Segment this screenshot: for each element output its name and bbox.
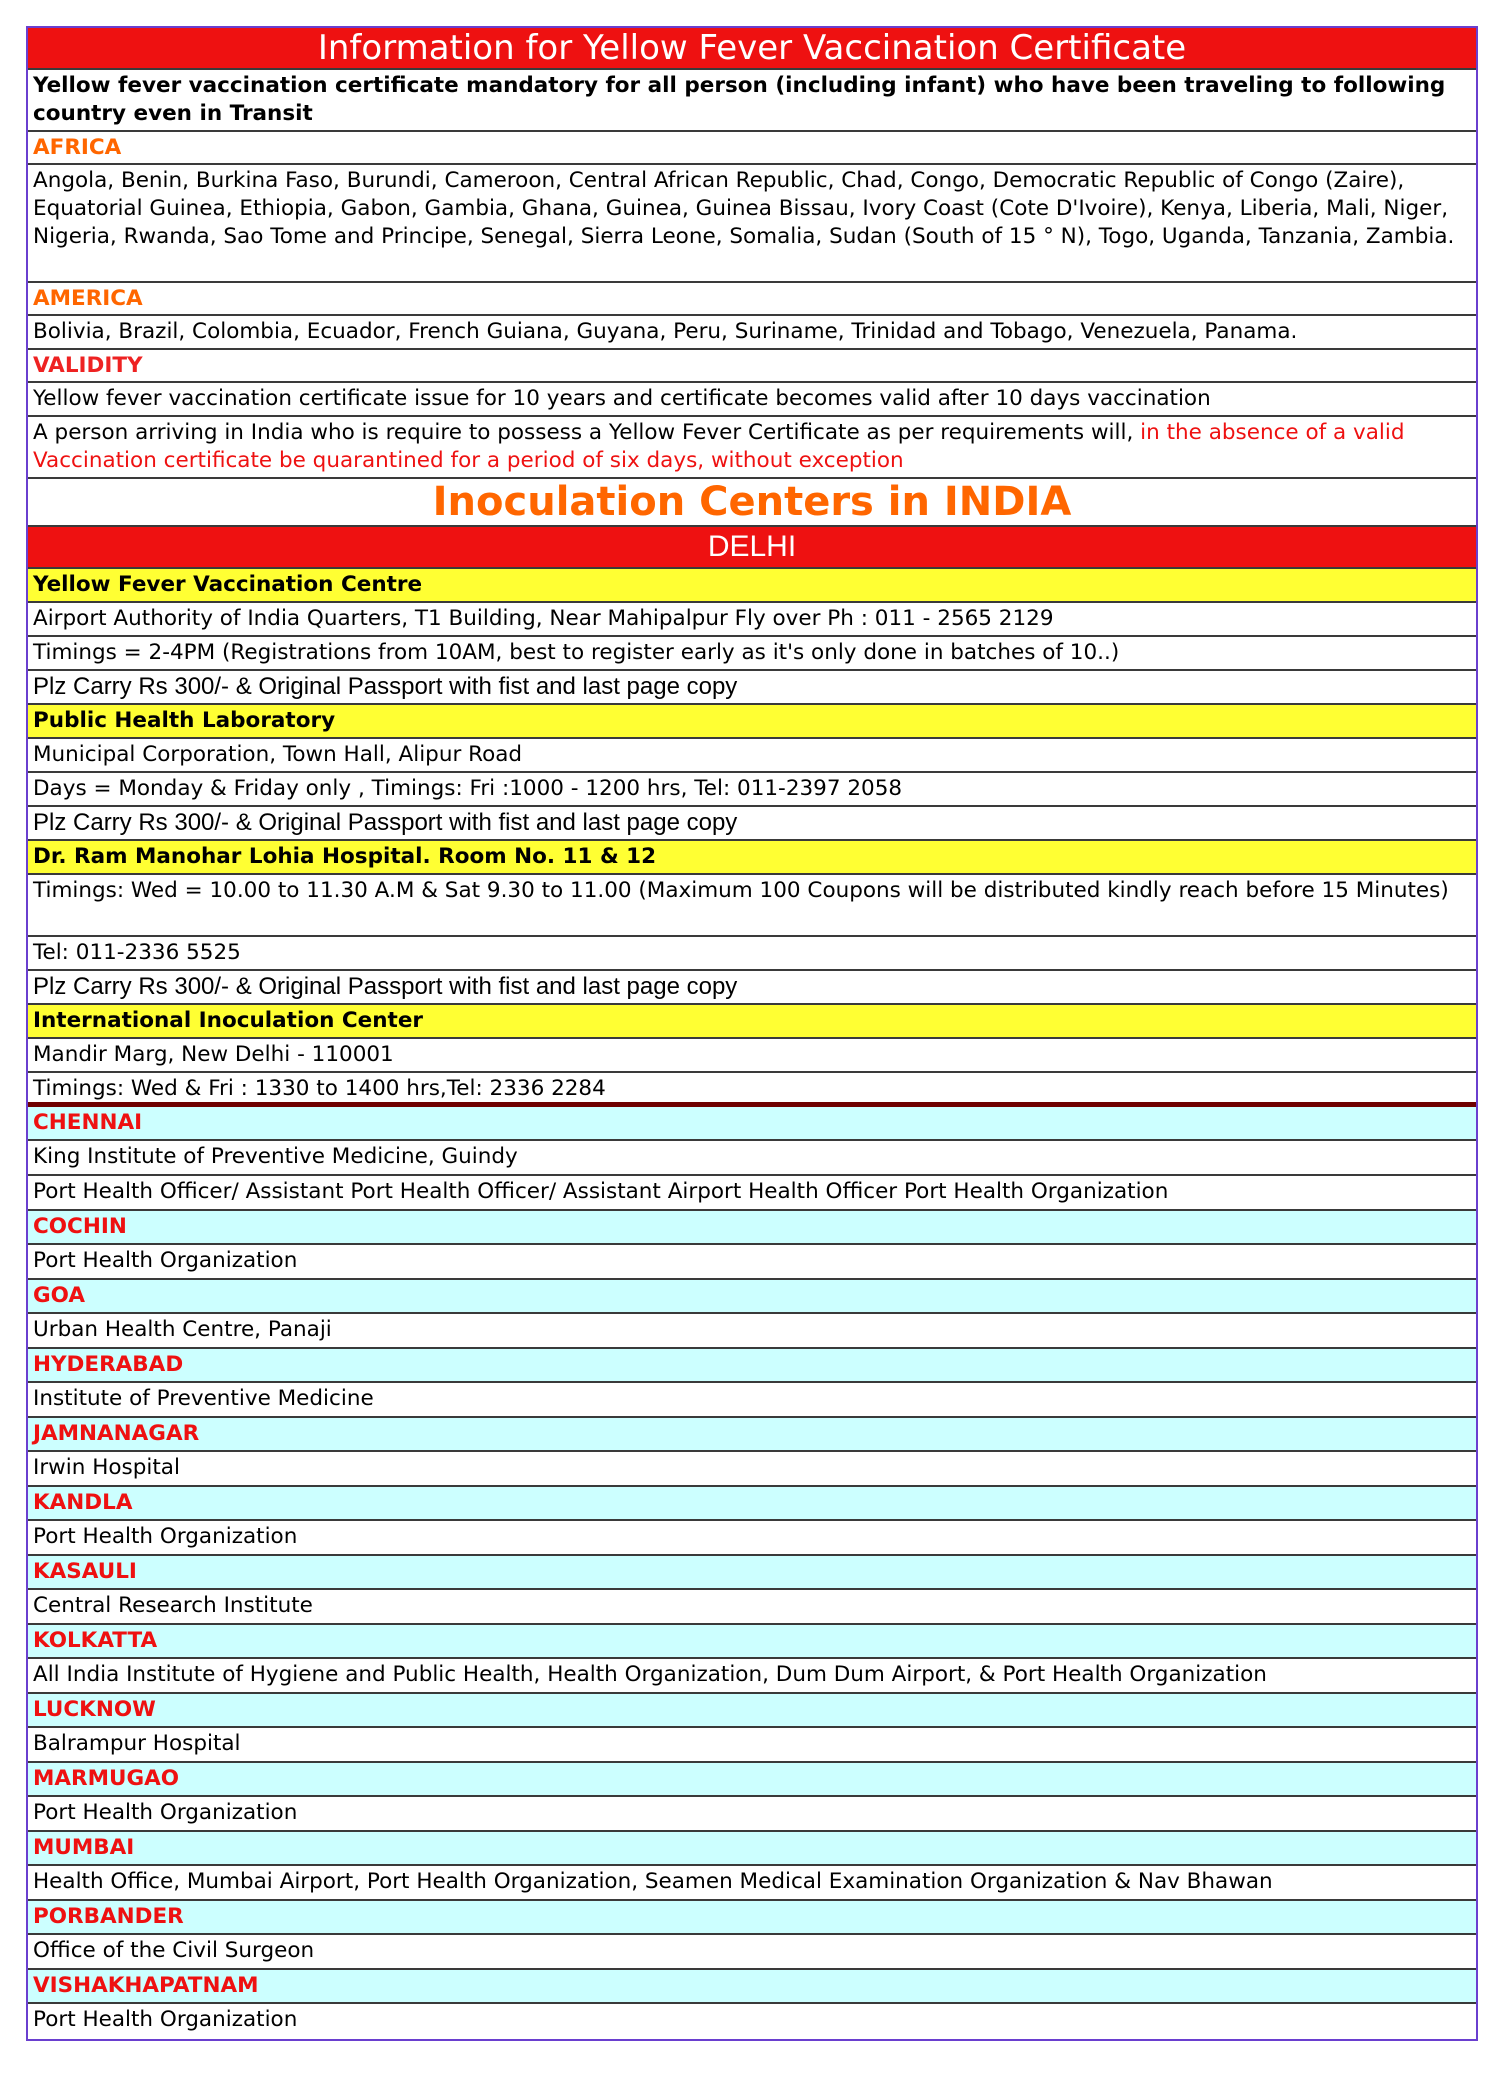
delhi-center-line: Days = Monday & Friday only , Timings: Fri :1000 - 1200 hrs, Tel: 011-2397 2058 — [28, 773, 1476, 807]
city-entry: Urban Health Centre, Panaji — [28, 1314, 1476, 1349]
yellow-fever-info-table — [26, 26, 1478, 2041]
centers-title: Inoculation Centers in INDIA — [28, 479, 1476, 527]
city-label: KOLKATTA — [28, 1625, 1476, 1659]
city-entry: Port Health Officer/ Assistant Port Health Officer/ Assistant Airport Health Officer Port Health Organization — [28, 1176, 1476, 1211]
page-title: Information for Yellow Fever Vaccination Certificate — [28, 28, 1476, 70]
delhi-center-note: Plz Carry Rs 300/- & Original Passport with fist and last page copy — [28, 807, 1476, 841]
city-label: LUCKNOW — [28, 1694, 1476, 1728]
arrival-notice — [28, 417, 1476, 479]
city-entry: Central Research Institute — [28, 1590, 1476, 1625]
delhi-center-name: Dr. Ram Manohar Lohia Hospital. Room No. 11 & 12 — [28, 841, 1476, 875]
delhi-center-note: Plz Carry Rs 300/- & Original Passport with fist and last page copy — [28, 971, 1476, 1005]
delhi-center-note: Plz Carry Rs 300/- & Original Passport with fist and last page copy — [28, 671, 1476, 705]
city-entry: Port Health Organization — [28, 1521, 1476, 1556]
delhi-center-line: Timings: Wed = 10.00 to 11.30 A.M & Sat 9.30 to 11.00 (Maximum 100 Coupons will be distributed kindly reach before 15 Minutes) — [28, 875, 1476, 937]
city-label: GOA — [28, 1280, 1476, 1314]
city-entry: Port Health Organization — [28, 2004, 1476, 2039]
delhi-center-line: Timings = 2-4PM (Registrations from 10AM, best to register early as it's only done in batches of 10..) — [28, 637, 1476, 671]
delhi-center-line: Timings: Wed & Fri : 1330 to 1400 hrs,Tel: 2336 2284 — [28, 1073, 1476, 1107]
city-entry: All India Institute of Hygiene and Public Health, Health Organization, Dum Dum Airport, & Port Health Organization — [28, 1659, 1476, 1694]
arrival-warning: in the absence of a valid Vaccination certificate be quarantined for a period of six days, without exception — [33, 420, 1405, 473]
arrival-text: A person arriving in India who is require to possess a Yellow Fever Certificate as per requirements will, — [33, 420, 1141, 445]
city-entry: Irwin Hospital — [28, 1452, 1476, 1487]
city-label: CHENNAI — [28, 1107, 1476, 1141]
city-entry: Health Office, Mumbai Airport, Port Health Organization, Seamen Medical Examination Organization & Nav Bhawan — [28, 1866, 1476, 1901]
delhi-center-line: Mandir Marg, New Delhi - 110001 — [28, 1039, 1476, 1073]
city-label: MUMBAI — [28, 1832, 1476, 1866]
city-entry: King Institute of Preventive Medicine, Guindy — [28, 1141, 1476, 1176]
delhi-center-line: Tel: 011-2336 5525 — [28, 937, 1476, 971]
region-countries-africa: Angola, Benin, Burkina Faso, Burundi, Cameroon, Central African Republic, Chad, Congo, Democratic Republic of Congo (Zaire), Equatorial Guinea, Ethiopia, Gabon, Gambia, Ghana, Guinea, Guinea Bissau, Ivory Coast (Cote D'Ivoire), Kenya, Liberia, Mali, Niger, Nigeria, Rwanda, Sao Tome and Principe, Senegal, Sierra Leone, Somalia, Sudan (South of 15 ° N), Togo, Uganda, Tanzania, Zambia. — [28, 165, 1476, 283]
city-label: KANDLA — [28, 1487, 1476, 1521]
mandatory-notice: Yellow fever vaccination certificate mandatory for all person (including infant) who have been traveling to following country even in Transit — [28, 70, 1476, 132]
city-entry: Port Health Organization — [28, 1797, 1476, 1832]
delhi-banner: DELHI — [28, 527, 1476, 569]
validity-label: VALIDITY — [28, 350, 1476, 383]
city-label: VISHAKHAPATNAM — [28, 1970, 1476, 2004]
delhi-center-name: Yellow Fever Vaccination Centre — [28, 569, 1476, 603]
validity-text: Yellow fever vaccination certificate issue for 10 years and certificate becomes valid after 10 days vaccination — [28, 383, 1476, 417]
city-label: KASAULI — [28, 1556, 1476, 1590]
city-entry: Office of the Civil Surgeon — [28, 1935, 1476, 1970]
city-entry: Institute of Preventive Medicine — [28, 1383, 1476, 1418]
region-label-africa: AFRICA — [28, 132, 1476, 165]
delhi-center-name: International Inoculation Center — [28, 1005, 1476, 1039]
city-entry: Port Health Organization — [28, 1245, 1476, 1280]
region-label-america: AMERICA — [28, 283, 1476, 316]
city-label: COCHIN — [28, 1211, 1476, 1245]
region-countries-america: Bolivia, Brazil, Colombia, Ecuador, French Guiana, Guyana, Peru, Suriname, Trinidad and Tobago, Venezuela, Panama. — [28, 316, 1476, 350]
delhi-center-name: Public Health Laboratory — [28, 705, 1476, 739]
city-label: PORBANDER — [28, 1901, 1476, 1935]
city-label: JAMNANAGAR — [28, 1418, 1476, 1452]
delhi-center-line: Municipal Corporation, Town Hall, Alipur Road — [28, 739, 1476, 773]
city-label: HYDERABAD — [28, 1349, 1476, 1383]
delhi-center-line: Airport Authority of India Quarters, T1 Building, Near Mahipalpur Fly over Ph : 011 - 2565 2129 — [28, 603, 1476, 637]
city-entry: Balrampur Hospital — [28, 1728, 1476, 1763]
city-label: MARMUGAO — [28, 1763, 1476, 1797]
